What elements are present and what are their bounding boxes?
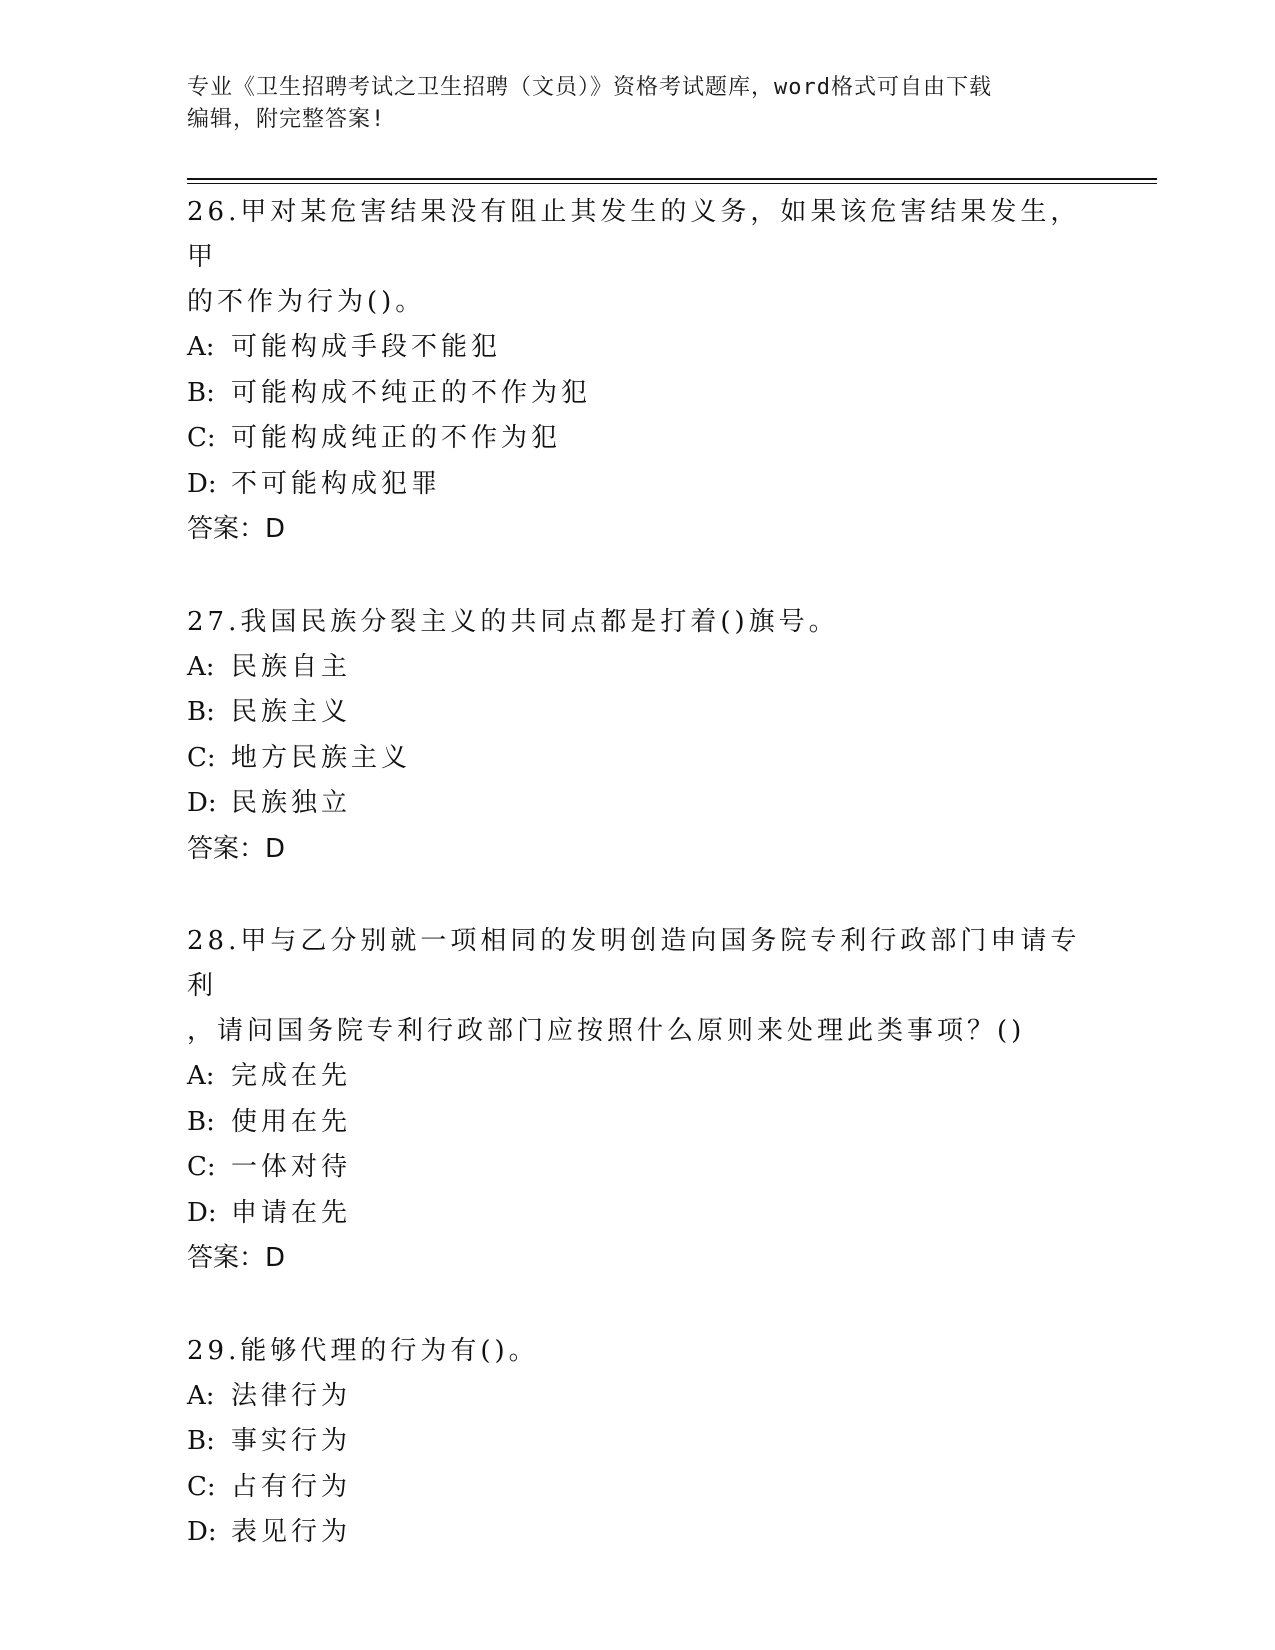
option-text: 使用在先 xyxy=(231,1106,352,1137)
option-key: D: xyxy=(187,468,217,499)
option-b xyxy=(187,690,1087,736)
option-text: 民族主义 xyxy=(231,697,352,727)
question-27 xyxy=(187,600,1087,873)
option-a xyxy=(187,1374,1087,1420)
question-spacer xyxy=(187,872,1087,919)
question-stem-line: 28.甲与乙分别就一项相同的发明创造向国务院专利行政部门申请专利 xyxy=(187,926,1081,1001)
option-text: 完成在先 xyxy=(231,1061,352,1091)
option-text: 可能构成纯正的不作为犯 xyxy=(231,423,562,453)
option-c xyxy=(187,736,1087,782)
option-a xyxy=(187,645,1087,691)
option-key: A: xyxy=(187,651,215,682)
option-key: C: xyxy=(187,1471,216,1502)
option-c xyxy=(187,416,1087,462)
question-spacer xyxy=(187,553,1087,600)
option-text: 不可能构成犯罪 xyxy=(231,468,442,499)
question-list xyxy=(187,190,1087,1556)
option-key: A: xyxy=(187,1380,215,1411)
option-text: 民族独立 xyxy=(231,788,352,818)
option-text: 表见行为 xyxy=(231,1517,352,1547)
question-26 xyxy=(187,190,1087,553)
option-key: D: xyxy=(187,1197,217,1228)
option-b xyxy=(187,371,1087,417)
option-text: 可能构成不纯正的不作为犯 xyxy=(231,377,592,408)
option-c xyxy=(187,1145,1087,1191)
header-line-1: 专业《卫生招聘考试之卫生招聘（文员）》资格考试题库，word格式可自由下载 xyxy=(187,75,992,100)
question-stem-line: 26.甲对某危害结果没有阻止其发生的义务，如果该危害结果发生，甲 xyxy=(187,197,1081,272)
option-b xyxy=(187,1100,1087,1146)
option-key: B: xyxy=(187,377,215,408)
option-text: 申请在先 xyxy=(231,1197,352,1228)
question-28 xyxy=(187,919,1087,1282)
question-stem-line: ，请问国务院专利行政部门应按照什么原则来处理此类事项？() xyxy=(187,1016,1026,1046)
question-29 xyxy=(187,1329,1087,1556)
question-stem-line: 27.我国民族分裂主义的共同点都是打着()旗号。 xyxy=(187,606,839,637)
option-text: 可能构成手段不能犯 xyxy=(231,332,502,362)
option-a xyxy=(187,325,1087,371)
answer-line: 答案：D xyxy=(187,833,286,864)
document-header xyxy=(187,72,1087,136)
option-a xyxy=(187,1054,1087,1100)
option-c xyxy=(187,1465,1087,1511)
option-key: B: xyxy=(187,1426,215,1456)
option-key: A: xyxy=(187,332,215,362)
option-text: 占有行为 xyxy=(231,1471,352,1502)
option-text: 事实行为 xyxy=(231,1426,352,1456)
option-key: B: xyxy=(187,697,215,727)
option-key: A: xyxy=(187,1061,215,1091)
answer-line: 答案：D xyxy=(187,514,286,544)
option-key: C: xyxy=(187,742,216,773)
option-key: D: xyxy=(187,1517,217,1547)
question-spacer xyxy=(187,1282,1087,1329)
option-key: D: xyxy=(187,788,217,818)
answer-line: 答案：D xyxy=(187,1243,286,1273)
question-stem-line: 29.能够代理的行为有()。 xyxy=(187,1335,539,1366)
header-rule-thin xyxy=(187,183,1157,184)
option-text: 地方民族主义 xyxy=(231,742,412,773)
option-key: B: xyxy=(187,1106,215,1137)
header-line-2: 编辑，附完整答案! xyxy=(187,107,386,132)
header-rule-thick xyxy=(187,178,1157,180)
option-key: C: xyxy=(187,423,216,453)
option-d xyxy=(187,462,1087,508)
option-d xyxy=(187,781,1087,827)
option-key: C: xyxy=(187,1152,216,1182)
option-text: 一体对待 xyxy=(231,1152,352,1182)
option-text: 民族自主 xyxy=(231,651,352,682)
question-stem-line: 的不作为行为()。 xyxy=(187,287,426,317)
option-text: 法律行为 xyxy=(231,1380,352,1411)
option-d xyxy=(187,1191,1087,1237)
option-b xyxy=(187,1419,1087,1465)
option-d xyxy=(187,1510,1087,1556)
